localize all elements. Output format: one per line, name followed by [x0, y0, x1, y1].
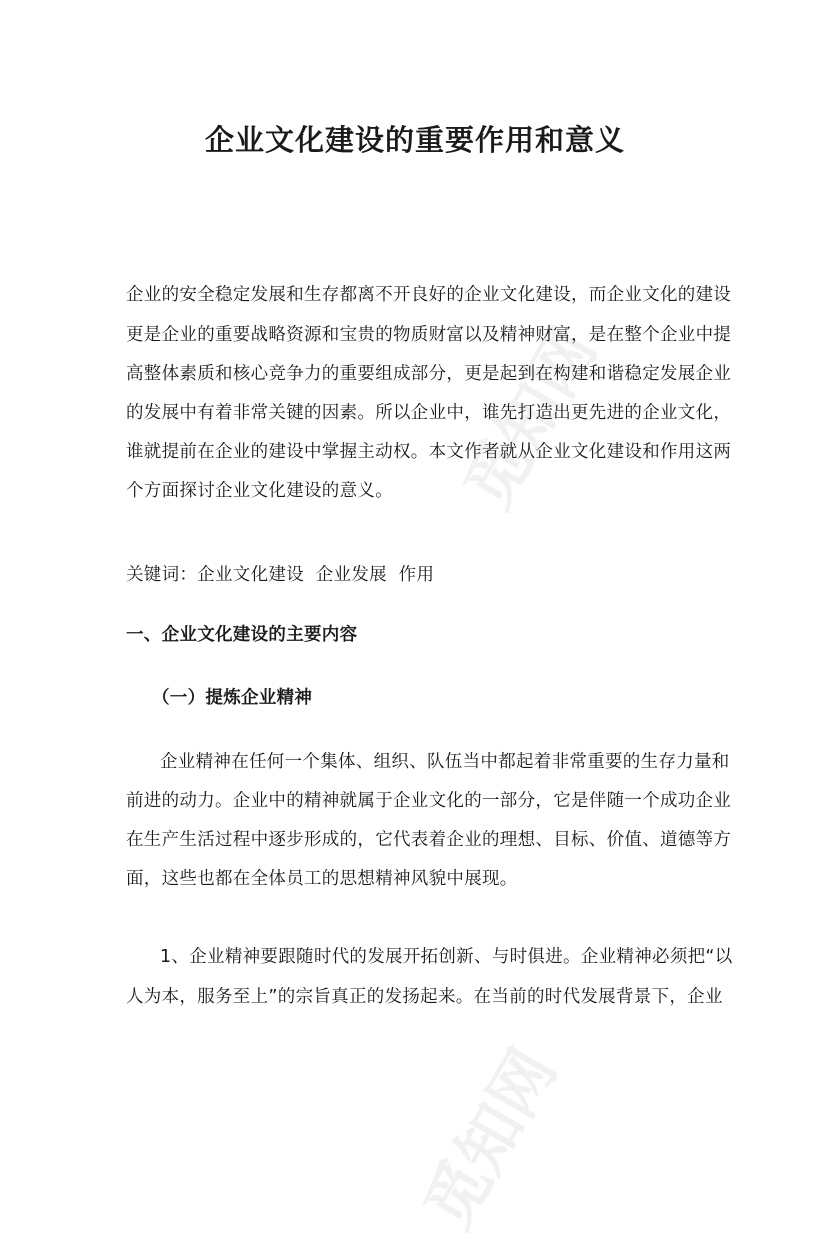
paragraph-line: 1、企业精神要跟随时代的发展开拓创新、与时俱进。企业精神必须把“以: [160, 947, 733, 967]
paragraph-line: 人为本，服务至上”的宗旨真正的发扬起来。在当前的时代发展背景下，企业: [126, 987, 723, 1007]
document-title: 企业文化建设的重要作用和意义: [204, 123, 625, 157]
paragraph-line: 在生产生活过程中逐步形成的，它代表着企业的理想、目标、价值、道德等方: [126, 830, 732, 850]
abstract-line: 谁就提前在企业的建设中掌握主动权。本文作者就从企业文化建设和作用这两: [126, 442, 732, 462]
paragraph-line: 面，这些也都在全体员工的思想精神风貌中展现。: [126, 869, 518, 889]
abstract-line: 高整体素质和核心竞争力的重要组成部分，更是起到在构建和谐稳定发展企业: [126, 364, 732, 384]
watermark: 觅知网: [411, 1037, 572, 1241]
abstract-line: 的发展中有着非常关键的因素。所以企业中，谁先打造出更先进的企业文化，: [126, 403, 732, 423]
watermark: 觅知网: [451, 317, 612, 521]
paragraph-line: 企业精神在任何一个集体、组织、队伍当中都起着非常重要的生存力量和: [160, 752, 730, 772]
abstract-line: 更是企业的重要战略资源和宝贵的物质财富以及精神财富，是在整个企业中提: [126, 325, 732, 345]
abstract-line: 个方面探讨企业文化建设的意义。: [126, 481, 393, 501]
section-heading: 一、企业文化建设的主要内容: [126, 625, 358, 645]
subsection-heading: （一）提炼企业精神: [152, 688, 313, 708]
paragraph-line: 前进的动力。企业中的精神就属于企业文化的一部分，它是伴随一个成功企业: [126, 791, 732, 811]
keywords: 关键词：企业文化建设 企业发展 作用: [126, 565, 435, 585]
abstract-line: 企业的安全稳定发展和生存都离不开良好的企业文化建设，而企业文化的建设: [126, 285, 732, 305]
